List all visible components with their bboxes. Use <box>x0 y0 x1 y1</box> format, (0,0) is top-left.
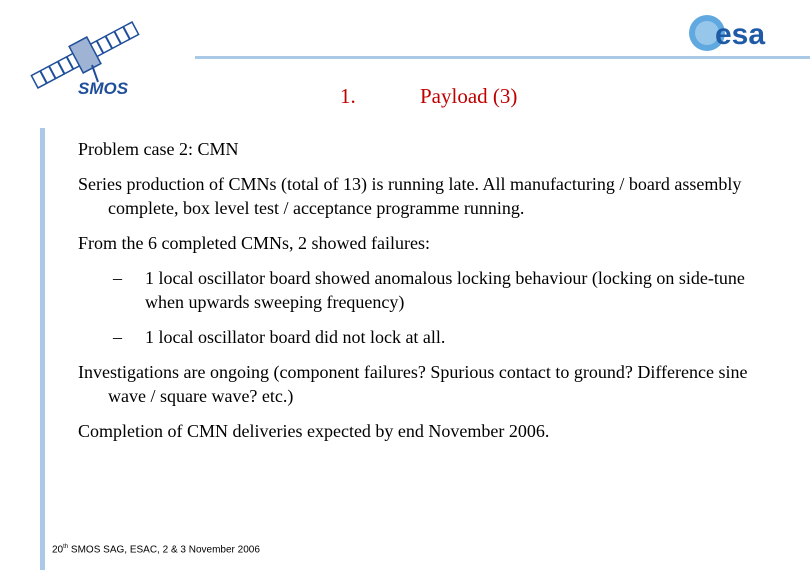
smos-logo <box>20 10 150 105</box>
side-accent-bar <box>40 128 45 570</box>
dash-bullet-icon: – <box>113 327 122 347</box>
slide-footer <box>52 544 260 555</box>
bullet-text: 1 local oscillator board did not lock at all. <box>145 327 446 347</box>
slide-body <box>78 137 778 454</box>
slide-title-number: 1. <box>340 84 356 108</box>
body-heading: Problem case 2: CMN <box>78 139 239 159</box>
footer-number: 20 <box>52 544 64 556</box>
footer-ordinal: th <box>63 544 69 550</box>
esa-logo <box>685 12 800 54</box>
esa-logo-text: esa <box>715 18 766 51</box>
body-paragraph-failures: From the 6 completed CMNs, 2 showed failures: <box>78 233 430 253</box>
body-paragraph-completion: Completion of CMN deliveries expected by end November 2006. <box>78 421 550 441</box>
smos-logo-text: SMOS <box>78 79 129 98</box>
footer-text: SMOS SAG, ESAC, 2 & 3 November 2006 <box>68 544 260 556</box>
header-rule <box>195 56 810 59</box>
bullet-item <box>113 325 778 349</box>
bullet-text: 1 local oscillator board showed anomalous locking behaviour (locking on side-tune when upwards sweeping frequency) <box>145 268 745 312</box>
slide-title: Payload (3) <box>420 84 518 108</box>
dash-bullet-icon: – <box>113 268 122 288</box>
body-paragraph-investigations: Investigations are ongoing (component failures? Spurious contact to ground? Difference sine wave / square wave? etc.) <box>78 362 748 406</box>
bullet-item <box>113 266 778 314</box>
body-paragraph-series-production: Series production of CMNs (total of 13) is running late. All manufacturing / board assembly complete, box level test / acceptance programme running. <box>78 174 742 218</box>
